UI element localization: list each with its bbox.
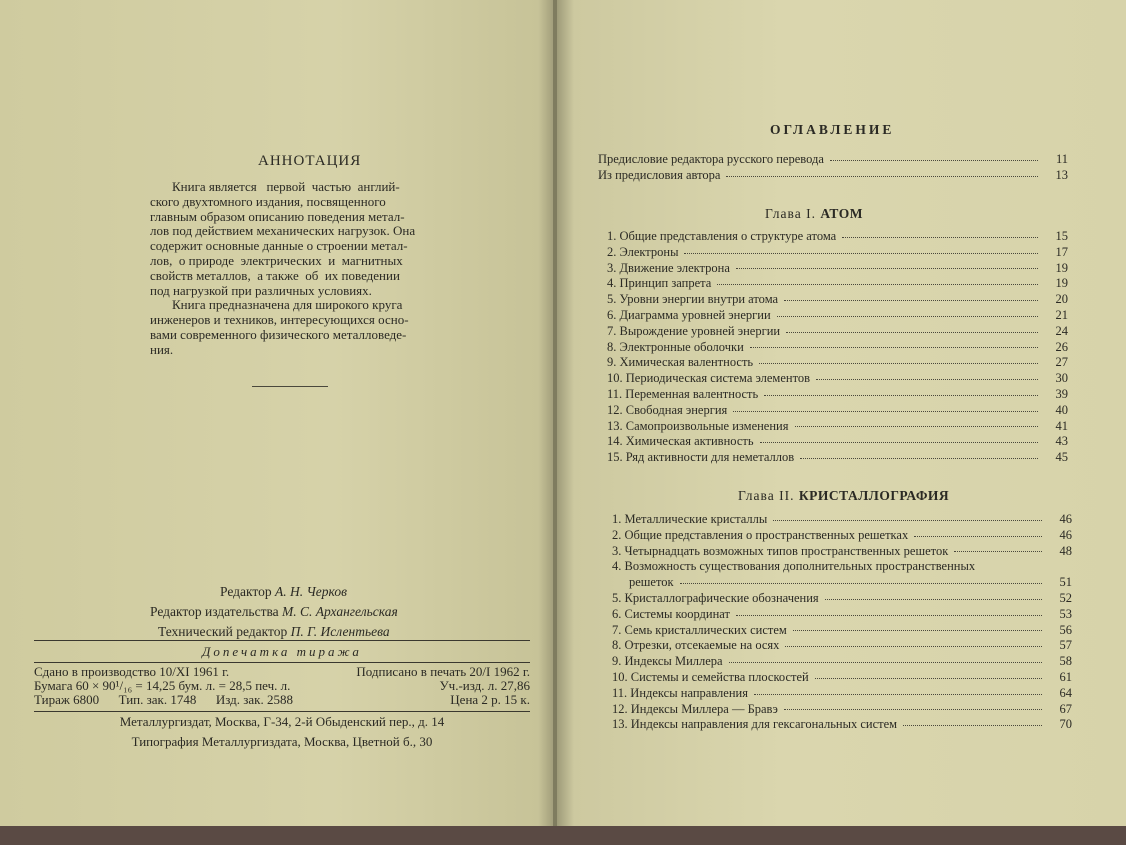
toc-entry-title: Возможность существования дополнительных пространственных (624, 559, 976, 574)
toc-entry-number: 3. (612, 543, 625, 558)
toc-entry-page: 40 (1055, 402, 1068, 417)
toc-leader-dots (680, 582, 1042, 584)
toc-entry-page: 64 (1059, 685, 1072, 700)
toc-entry (598, 152, 1068, 168)
imprint-cell: Бумага 60 × 90¹/₁₆ = 14,25 бум. л. = 28,5 печ. л. (34, 678, 291, 693)
toc-entry-number: 5. (612, 590, 625, 605)
toc-entry-number: 13. (612, 717, 631, 732)
annotation-line: под нагрузкой при различных условиях. (150, 282, 372, 298)
toc-entry-number: 4. (607, 276, 620, 291)
toc-leader-dots (785, 645, 1042, 647)
editor-name: П. Г. Ислентьева (290, 624, 390, 639)
toc-entry (612, 623, 1072, 639)
toc-leader-dots (759, 362, 1038, 364)
toc-entry-title: Химическая валентность (619, 355, 754, 370)
annotation-line: инженеров и техников, интересующихся осно- (150, 312, 409, 328)
toc-entry (607, 450, 1068, 466)
toc-leader-dots (816, 378, 1038, 380)
toc-leader-dots (726, 175, 1038, 177)
toc-entry-page: 24 (1055, 323, 1068, 338)
imprint-row (34, 665, 530, 679)
toc-entry-number: 9. (607, 355, 620, 370)
annotation-divider (252, 386, 328, 387)
toc-entry-number: 6. (607, 307, 620, 322)
toc-entry-title: Металлические кристаллы (624, 512, 768, 526)
toc-entry-page: 27 (1055, 355, 1068, 370)
editor-name: А. Н. Черков (274, 584, 347, 599)
toc-entry-page: 52 (1059, 590, 1072, 605)
toc-entry-number: 3. (607, 260, 620, 275)
toc-entry-title: Вырождение уровней энергии (619, 323, 781, 338)
toc-entry-number: 9. (612, 654, 625, 669)
toc-leader-dots (729, 661, 1042, 663)
toc-entry-title: Четырнадцать возможных типов пространственных решеток (624, 543, 949, 558)
toc-entry-number: 12. (607, 402, 626, 417)
toc-entry-title: Химическая активность (625, 434, 754, 449)
toc-entry (607, 229, 1068, 245)
toc-entry (607, 340, 1068, 356)
toc-front-matter (598, 152, 1068, 184)
chapter-title: КРИСТАЛЛОГРАФИЯ (798, 488, 950, 503)
annotation-line: Книга является первой частью англий- (172, 179, 400, 194)
editor-line (150, 582, 470, 602)
toc-entry-number: 5. (607, 292, 620, 307)
toc-leader-dots (954, 550, 1042, 552)
toc-leader-dots (764, 394, 1038, 396)
toc-entry-number: 13. (607, 418, 626, 433)
toc-entry-page: 61 (1059, 669, 1072, 684)
imprint-heading: Допечатка тиража (202, 644, 362, 659)
toc-entry-number: 6. (612, 606, 625, 621)
toc-entry-number: 2. (612, 527, 625, 542)
toc-entry-title: Отрезки, отсекаемые на осях (624, 638, 780, 653)
toc-leader-dots (793, 629, 1042, 631)
chapter-prefix: Глава II. (738, 488, 795, 503)
toc-entry-title: решеток (629, 575, 674, 590)
publisher-line: Металлургиздат, Москва, Г-34, 2-й Обыденский пер., д. 14 (119, 714, 445, 729)
toc-entry-number: 1. (607, 229, 620, 243)
toc-entry-title: Движение электрона (619, 260, 730, 275)
toc-entry-page: 57 (1059, 638, 1072, 653)
toc-entry-number: 7. (612, 622, 625, 637)
toc-entry-number: 2. (607, 244, 620, 259)
toc-leader-dots (842, 236, 1038, 238)
toc-entry-title: Из предисловия автора (598, 167, 721, 182)
toc-entry (607, 387, 1068, 403)
toc-leader-dots (760, 441, 1038, 443)
toc-entry (612, 686, 1072, 702)
toc-entry-title: Семь кристаллических систем (624, 622, 787, 637)
toc-leader-dots (795, 425, 1039, 427)
toc-entry (607, 419, 1068, 435)
printer-line: Типография Металлургиздата, Москва, Цветной б., 30 (131, 734, 433, 749)
toc-entry-number: 10. (607, 371, 626, 386)
toc-leader-dots (733, 410, 1038, 412)
toc-entry-number: 1. (612, 512, 625, 526)
imprint-block (34, 640, 530, 752)
toc-entry-page: 46 (1059, 527, 1072, 542)
toc-entry-page: 17 (1055, 244, 1068, 259)
toc-entry (607, 308, 1068, 324)
imprint-cell: Сдано в производство 10/XI 1961 г. (34, 664, 230, 679)
editor-line (150, 602, 470, 622)
toc-entry (612, 607, 1072, 623)
toc-entry-page: 56 (1059, 622, 1072, 637)
toc-chapter-2 (612, 512, 1072, 733)
toc-entry-page: 20 (1055, 292, 1068, 307)
toc-entry-continuation (612, 575, 1072, 591)
toc-entry-page: 45 (1055, 450, 1068, 465)
editor-role: Редактор издательства (150, 604, 279, 619)
toc-entry-title: Уровни энергии внутри атома (619, 292, 779, 307)
annotation-line: ского двухтомного издания, посвященного (150, 193, 386, 209)
toc-leader-dots (830, 159, 1038, 161)
toc-entry-title: Системы координат (624, 606, 730, 621)
toc-entry (612, 654, 1072, 670)
toc-leader-dots (825, 598, 1042, 600)
toc-entry-title: Индексы направления для гексагональных систем (630, 717, 898, 732)
toc-entry-title: Самопроизвольные изменения (625, 418, 789, 433)
toc-entry (612, 717, 1072, 733)
annotation-line: лов под действием механических нагрузок. Она (150, 223, 416, 239)
chapter-prefix: Глава I. (765, 206, 816, 221)
toc-title: ОГЛАВЛЕНИЕ (770, 122, 895, 137)
toc-entry-page: 11 (1055, 152, 1068, 166)
toc-entry-page: 51 (1059, 575, 1072, 590)
toc-entry-number: 11. (612, 685, 631, 700)
toc-leader-dots (736, 267, 1038, 269)
toc-entry-page: 43 (1055, 434, 1068, 449)
annotation-title: АННОТАЦИЯ (258, 153, 362, 169)
toc-entry (612, 544, 1072, 560)
toc-leader-dots (736, 614, 1042, 616)
toc-entry-page: 15 (1055, 229, 1068, 243)
toc-entry-title: Общие представления о пространственных решетках (624, 527, 909, 542)
toc-leader-dots (777, 315, 1038, 317)
toc-entry (607, 261, 1068, 277)
toc-entry (607, 371, 1068, 387)
toc-entry-title: Электронные оболочки (619, 339, 744, 354)
toc-entry (607, 434, 1068, 450)
toc-leader-dots (914, 535, 1042, 537)
toc-entry (612, 591, 1072, 607)
imprint-cell: Тираж 6800 Тип. зак. 1748 Изд. зак. 2588 (34, 692, 293, 707)
toc-entry (607, 324, 1068, 340)
toc-entry (607, 355, 1068, 371)
toc-entry-page: 58 (1059, 654, 1072, 669)
toc-entry-page: 13 (1055, 167, 1068, 182)
toc-entry-title: Диаграмма уровней энергии (619, 307, 771, 322)
imprint-row (34, 693, 530, 707)
left-page (0, 0, 555, 845)
toc-entry (607, 403, 1068, 419)
imprint-cell: Подписано в печать 20/I 1962 г. (356, 664, 530, 679)
toc-entry (612, 528, 1072, 544)
editor-role: Технический редактор (158, 624, 288, 639)
toc-entry-page: 21 (1055, 307, 1068, 322)
toc-leader-dots (800, 457, 1038, 459)
editors-block (150, 582, 470, 642)
annotation-line: содержит основные данные о строении метал- (150, 238, 408, 254)
imprint-rows (34, 663, 530, 711)
toc-leader-dots (773, 519, 1042, 521)
toc-leader-dots (815, 677, 1042, 679)
toc-entry-title: Переменная валентность (625, 386, 759, 401)
toc-entry (612, 559, 1072, 575)
editor-line (150, 622, 470, 642)
toc-entry (607, 245, 1068, 261)
toc-leader-dots (684, 252, 1038, 254)
toc-entry-number: 11. (607, 386, 626, 401)
toc-entry-title: Системы и семейства плоскостей (630, 669, 809, 684)
toc-entry (612, 512, 1072, 528)
toc-leader-dots (903, 724, 1042, 726)
toc-entry-page: 41 (1055, 418, 1068, 433)
annotation-text (150, 180, 450, 358)
toc-entry-number: 14. (607, 434, 626, 449)
toc-entry-title: Периодическая система элементов (625, 371, 811, 386)
toc-entry-title: Ряд активности для неметаллов (625, 450, 795, 465)
toc-entry-number: 10. (612, 669, 631, 684)
toc-chapter-1 (607, 229, 1068, 466)
annotation-line: главным образом описанию поведения метал- (150, 208, 405, 224)
toc-entry-title: Свободная энергия (625, 402, 728, 417)
toc-entry-page: 26 (1055, 339, 1068, 354)
toc-entry-number: 15. (607, 450, 626, 465)
toc-entry-title: Предисловие редактора русского перевода (598, 152, 824, 166)
toc-entry-number: 8. (607, 339, 620, 354)
toc-entry-title: Электроны (619, 244, 679, 259)
toc-entry (612, 670, 1072, 686)
toc-entry (612, 638, 1072, 654)
toc-entry-page: 48 (1059, 543, 1072, 558)
annotation-line: свойств металлов, а также об их поведении (150, 267, 400, 283)
toc-leader-dots (784, 708, 1042, 710)
toc-entry-title: Принцип запрета (619, 276, 712, 291)
imprint-row (34, 679, 530, 693)
toc-leader-dots (750, 346, 1038, 348)
imprint-cell: Цена 2 р. 15 к. (450, 692, 530, 707)
chapter-2-heading (738, 488, 949, 504)
toc-entry-page: 19 (1055, 260, 1068, 275)
toc-entry-number: 4. (612, 559, 625, 574)
toc-entry-title: Индексы Миллера (624, 654, 723, 669)
toc-leader-dots (717, 283, 1038, 285)
editor-role: Редактор (220, 584, 272, 599)
toc-entry-title: Индексы направления (630, 685, 748, 700)
toc-entry-page: 53 (1059, 606, 1072, 621)
toc-entry (612, 702, 1072, 718)
editor-name: М. С. Архангельская (282, 604, 398, 619)
imprint-cell: Уч.-изд. л. 27,86 (439, 678, 530, 693)
annotation-line: Книга предназначена для широкого круга (172, 297, 403, 313)
toc-leader-dots (754, 693, 1042, 695)
annotation-paragraph-2 (150, 298, 450, 357)
book-cover-edge (0, 826, 1126, 845)
toc-entry-title: Общие представления о структуре атома (619, 229, 837, 243)
toc-entry-page: 46 (1059, 512, 1072, 526)
toc-entry-page: 30 (1055, 371, 1068, 386)
chapter-1-heading (765, 206, 863, 222)
chapter-title: АТОМ (820, 206, 863, 221)
toc-entry-title: Кристаллографические обозначения (624, 590, 819, 605)
toc-entry-page: 19 (1055, 276, 1068, 291)
annotation-line: вами современного физического металловеде- (150, 326, 407, 342)
toc-entry-title: Индексы Миллера — Бравэ (630, 701, 778, 716)
toc-entry-page: 39 (1055, 386, 1068, 401)
annotation-line: ния. (150, 341, 174, 357)
toc-entry-number: 8. (612, 638, 625, 653)
annotation-paragraph-1 (150, 180, 450, 298)
toc-entry-number: 12. (612, 701, 631, 716)
toc-leader-dots (784, 299, 1038, 301)
toc-entry-page: 70 (1059, 717, 1072, 732)
toc-entry (607, 276, 1068, 292)
toc-leader-dots (786, 331, 1038, 333)
toc-entry-page: 67 (1059, 701, 1072, 716)
toc-entry (607, 292, 1068, 308)
annotation-line: лов, о природе электрических и магнитных (150, 252, 403, 268)
toc-entry (598, 168, 1068, 184)
toc-entry-number: 7. (607, 323, 620, 338)
